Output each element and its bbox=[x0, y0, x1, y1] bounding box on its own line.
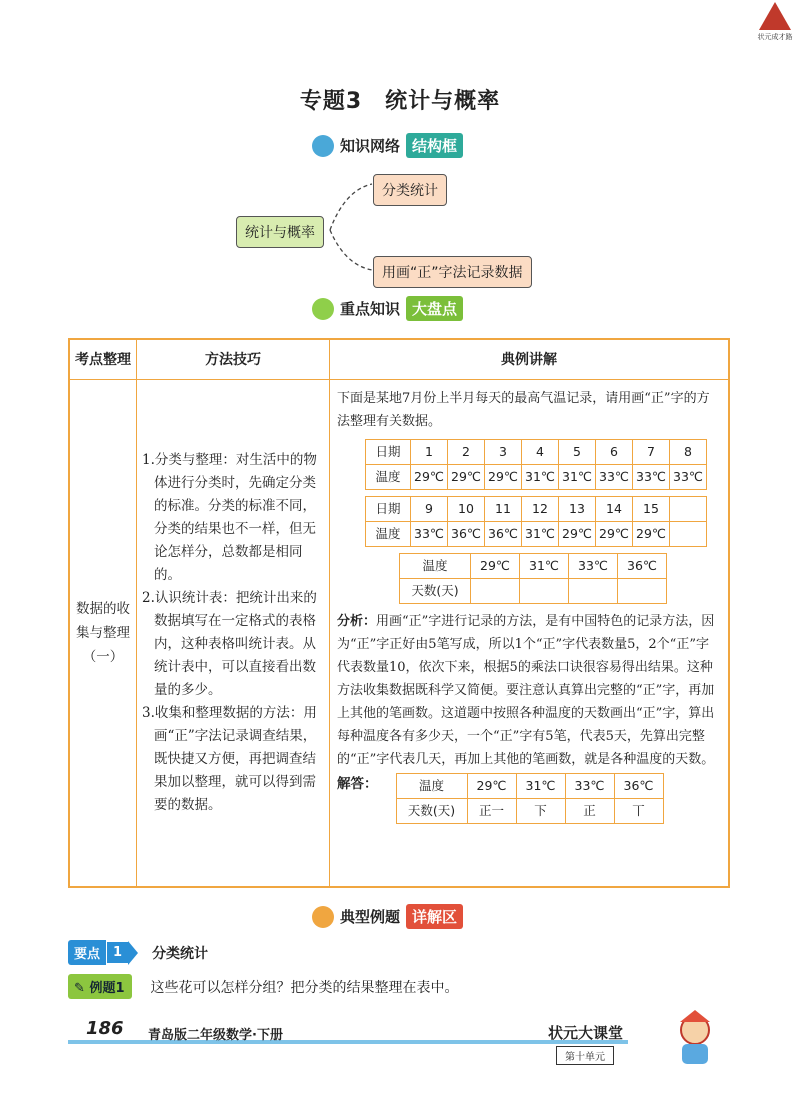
mascot-icon bbox=[312, 135, 334, 157]
answer-label: 解答： bbox=[337, 775, 378, 792]
date-cell: 4 bbox=[522, 439, 559, 464]
days-cell: 正一 bbox=[467, 798, 516, 823]
days-cell: 下 bbox=[516, 798, 565, 823]
temp-cell: 29℃ bbox=[471, 553, 520, 578]
date-cell: 10 bbox=[448, 496, 485, 521]
page-title: 专题3 统计与概率 bbox=[299, 89, 501, 114]
page-number: 186 bbox=[86, 1018, 124, 1039]
temp-cell: 36℃ bbox=[448, 521, 485, 546]
date-cell: 7 bbox=[633, 439, 670, 464]
temp-cell: 29℃ bbox=[485, 464, 522, 489]
temp-cell: 31℃ bbox=[522, 521, 559, 546]
days-cell: 正 bbox=[565, 798, 614, 823]
date-cell: 1 bbox=[411, 439, 448, 464]
analysis-label: 分析： bbox=[337, 613, 377, 629]
temp-cell: 温度 bbox=[396, 773, 467, 798]
method-item: 1.分类与整理：对生活中的物体进行分类时，先确定分类的标准。分类的标准不同，分类的结果也不一样，但无论怎样分，总数都是相同的。 bbox=[142, 451, 317, 583]
header-topic: 考点整理 bbox=[69, 339, 137, 379]
header-methods: 方法技巧 bbox=[137, 339, 330, 379]
point-number: 1 bbox=[106, 942, 128, 963]
answer-block bbox=[337, 773, 721, 824]
temp-cell: 36℃ bbox=[614, 773, 663, 798]
days-cell bbox=[618, 578, 667, 603]
header-examples: 典例讲解 bbox=[330, 339, 730, 379]
temp-cell: 33℃ bbox=[596, 464, 633, 489]
date-cell: 15 bbox=[633, 496, 670, 521]
example-text: 这些花可以怎样分组？把分类的结果整理在表中。 bbox=[150, 979, 459, 996]
date-cell: 3 bbox=[485, 439, 522, 464]
temp-cell: 29℃ bbox=[633, 521, 670, 546]
mascot-icon bbox=[312, 298, 334, 320]
logo-caption: 状元成才路 bbox=[757, 33, 793, 41]
mindmap-branch-2: 用画“正”字法记录数据 bbox=[373, 256, 532, 288]
point-heading bbox=[68, 940, 208, 965]
blank-table bbox=[399, 553, 667, 604]
date-cell: 日期 bbox=[366, 439, 411, 464]
unit-label: 第十单元 bbox=[556, 1046, 614, 1065]
mascot-figure bbox=[668, 1008, 722, 1068]
days-cell: 天数(天) bbox=[400, 578, 471, 603]
example-heading bbox=[68, 974, 458, 999]
banner-text: 知识网络 bbox=[340, 137, 401, 155]
days-cell bbox=[569, 578, 618, 603]
date-cell: 9 bbox=[411, 496, 448, 521]
temp-cell bbox=[670, 521, 707, 546]
date-cell: 11 bbox=[485, 496, 522, 521]
temp-table-2 bbox=[365, 496, 707, 547]
temp-cell: 29℃ bbox=[448, 464, 485, 489]
temp-cell: 33℃ bbox=[633, 464, 670, 489]
date-cell bbox=[670, 496, 707, 521]
date-cell: 6 bbox=[596, 439, 633, 464]
methods-cell bbox=[137, 379, 330, 887]
temp-cell: 33℃ bbox=[670, 464, 707, 489]
analysis-body: 用画“正”字进行记录的方法，是有中国特色的记录方法，因为“正”字正好由5笔写成，所以1个“正”字代表数量5，2个“正”字代表数量10，依次下来，根据5的乘法口诀很容易得出结果。这种方法收集数据既科学又简便。要注意认真算出完整的“正”字，再加上其他的笔画数。这道题中按照各种温度的天数画出“正”字，算出每种温度各有多少天，一个“正”字有5笔，代表5天，先算出完整的“正”字代表几天，再加上其他的笔画数，就是各种温度的天数。 bbox=[337, 613, 715, 767]
mascot-icon bbox=[668, 1008, 722, 1068]
key-knowledge-banner bbox=[312, 296, 463, 321]
banner-text: 重点知识 bbox=[340, 300, 401, 318]
temp-cell: 31℃ bbox=[516, 773, 565, 798]
example-label-text: 例题1 bbox=[89, 981, 125, 996]
date-cell: 13 bbox=[559, 496, 596, 521]
point-label: 要点 bbox=[68, 940, 106, 965]
temp-cell: 36℃ bbox=[485, 521, 522, 546]
temp-cell: 31℃ bbox=[522, 464, 559, 489]
banner-tag: 结构框 bbox=[406, 133, 463, 158]
temp-cell: 36℃ bbox=[618, 553, 667, 578]
days-cell bbox=[471, 578, 520, 603]
date-cell: 14 bbox=[596, 496, 633, 521]
temp-cell: 温度 bbox=[366, 464, 411, 489]
connector-bottom bbox=[330, 230, 372, 270]
date-cell: 日期 bbox=[366, 496, 411, 521]
pencil-icon: ✎ bbox=[74, 981, 85, 996]
temp-cell: 33℃ bbox=[565, 773, 614, 798]
example-intro: 下面是某地7月份上半月每天的最高气温记录，请用画“正”字的方法整理有关数据。 bbox=[337, 390, 710, 429]
lion-icon bbox=[312, 906, 334, 928]
point-title: 分类统计 bbox=[152, 945, 209, 962]
knowledge-network-banner bbox=[312, 133, 463, 158]
method-item: 2.认识统计表：把统计出来的数据填写在一定格式的表格内，这种表格叫统计表。从统计表中，可以直接看出数量的多少。 bbox=[142, 589, 317, 698]
temp-cell: 33℃ bbox=[411, 521, 448, 546]
temp-cell: 温度 bbox=[400, 553, 471, 578]
date-cell: 5 bbox=[559, 439, 596, 464]
logo-mark bbox=[759, 2, 791, 30]
example-label bbox=[68, 974, 132, 999]
days-cell bbox=[520, 578, 569, 603]
date-cell: 12 bbox=[522, 496, 559, 521]
analysis-text bbox=[337, 610, 721, 771]
temp-cell: 33℃ bbox=[569, 553, 618, 578]
days-cell: 丅 bbox=[614, 798, 663, 823]
banner-tag: 大盘点 bbox=[406, 296, 463, 321]
temp-cell: 31℃ bbox=[559, 464, 596, 489]
point-arrow bbox=[128, 941, 138, 965]
example-cell bbox=[330, 379, 730, 887]
date-cell: 8 bbox=[670, 439, 707, 464]
banner-tag: 详解区 bbox=[406, 904, 463, 929]
key-knowledge-table bbox=[68, 338, 730, 888]
book-title: 青岛版二年级数学·下册 bbox=[148, 1028, 283, 1043]
temp-cell: 29℃ bbox=[596, 521, 633, 546]
temp-cell: 29℃ bbox=[411, 464, 448, 489]
publisher-logo bbox=[752, 2, 798, 48]
answer-table bbox=[396, 773, 664, 824]
typical-examples-banner bbox=[312, 904, 463, 929]
temp-table-1 bbox=[365, 439, 707, 490]
mindmap-branch-1: 分类统计 bbox=[373, 174, 447, 206]
brand-name: 状元大课堂 bbox=[548, 1024, 624, 1042]
days-cell: 天数(天) bbox=[396, 798, 467, 823]
date-cell: 2 bbox=[448, 439, 485, 464]
mindmap-center: 统计与概率 bbox=[236, 216, 324, 248]
method-item: 3.收集和整理数据的方法：用画“正”字法记录调查结果，既快捷又方便，再把调查结果加以整理，就可以得到需要的数据。 bbox=[142, 704, 317, 813]
temp-cell: 29℃ bbox=[467, 773, 516, 798]
banner-text: 典型例题 bbox=[340, 908, 401, 926]
temp-cell: 29℃ bbox=[559, 521, 596, 546]
topic-cell: 数据的收集与整理（一） bbox=[69, 379, 137, 887]
connector-top bbox=[330, 184, 372, 230]
temp-cell: 温度 bbox=[366, 521, 411, 546]
temp-cell: 31℃ bbox=[520, 553, 569, 578]
